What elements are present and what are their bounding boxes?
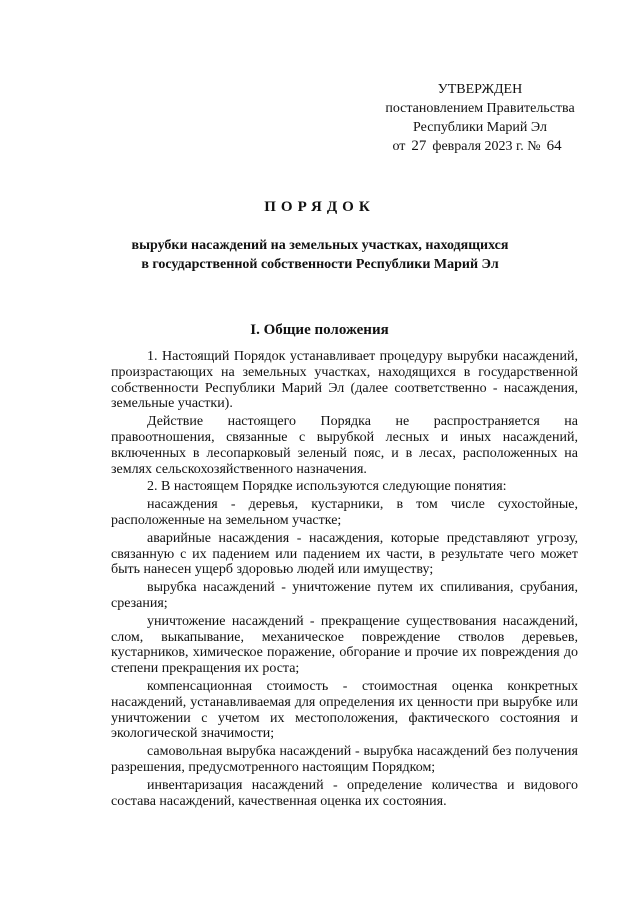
document-body	[111, 349, 578, 811]
approval-heading: УТВЕРЖДЕН	[437, 82, 523, 97]
approval-decree: постановлением Правительства	[385, 101, 575, 116]
paragraph-1: 1. Настоящий Порядок устанавливает процедуру вырубки насаждений, произрастающих на земельных участках, находящихся в государственной собственности Республики Марий Эл (далее соответственно - насаждения, земельные участки).	[111, 349, 578, 412]
subtitle-line-2: в государственной собственности Республики Марий Эл	[141, 257, 499, 272]
approval-date-line	[355, 137, 605, 156]
paragraph-3: 2. В настоящем Порядке используются следующие понятия:	[147, 479, 507, 495]
paragraph-9: самовольная вырубка насаждений - вырубка насаждений без получения разрешения, предусмотренного настоящим Порядком;	[111, 744, 578, 775]
paragraph-5: аварийные насаждения - насаждения, которые представляют угрозу, связанную с их падением или падением их части, в результате чего может быть нанесен ущерб здоровью людей или имуществу;	[111, 530, 578, 578]
approval-date-rest: февраля 2023 г. №	[432, 139, 541, 154]
subtitle-line-1: вырубки насаждений на земельных участках, находящихся	[131, 238, 509, 253]
paragraph-7: уничтожение насаждений - прекращение существования насаждений, слом, выкапывание, механическое повреждение стволов деревьев, кустарников, химическое поражение, обгорание и прочие их повреждения до степени прекращения их роста;	[111, 613, 578, 677]
paragraph-2: Действие настоящего Порядка не распространяется на правоотношения, связанные с вырубкой лесных и иных насаждений, включенных в лесопарковый зеленый пояс, и в лесах, расположенных на землях сельскохозяйственного назначения.	[111, 414, 578, 477]
approval-number: 64	[546, 138, 562, 154]
approval-date-prefix: от	[392, 139, 406, 154]
paragraph-4: насаждения - деревья, кустарники, в том числе сухостойные, расположенные на земельном участке;	[111, 497, 578, 528]
document-title: ПОРЯДОК	[264, 199, 375, 215]
document-subtitle	[60, 236, 580, 274]
paragraph-10: инвентаризация насаждений - определение количества и видового состава насаждений, качественная оценка их состояния.	[111, 777, 578, 809]
section-title: I. Общие положения	[250, 322, 389, 338]
paragraph-6: вырубка насаждений - уничтожение путем их спиливания, срубания, срезания;	[111, 580, 578, 611]
approval-issuer: Республики Марий Эл	[413, 120, 547, 135]
approval-date-day: 27	[411, 138, 427, 154]
approval-stamp	[355, 80, 605, 156]
paragraph-8: компенсационная стоимость - стоимостная оценка конкретных насаждений, устанавливаемая для определения их ценности при вырубке или уничтожении с учетом их местоположения, фактического состояния и экологической значимости;	[111, 678, 578, 742]
